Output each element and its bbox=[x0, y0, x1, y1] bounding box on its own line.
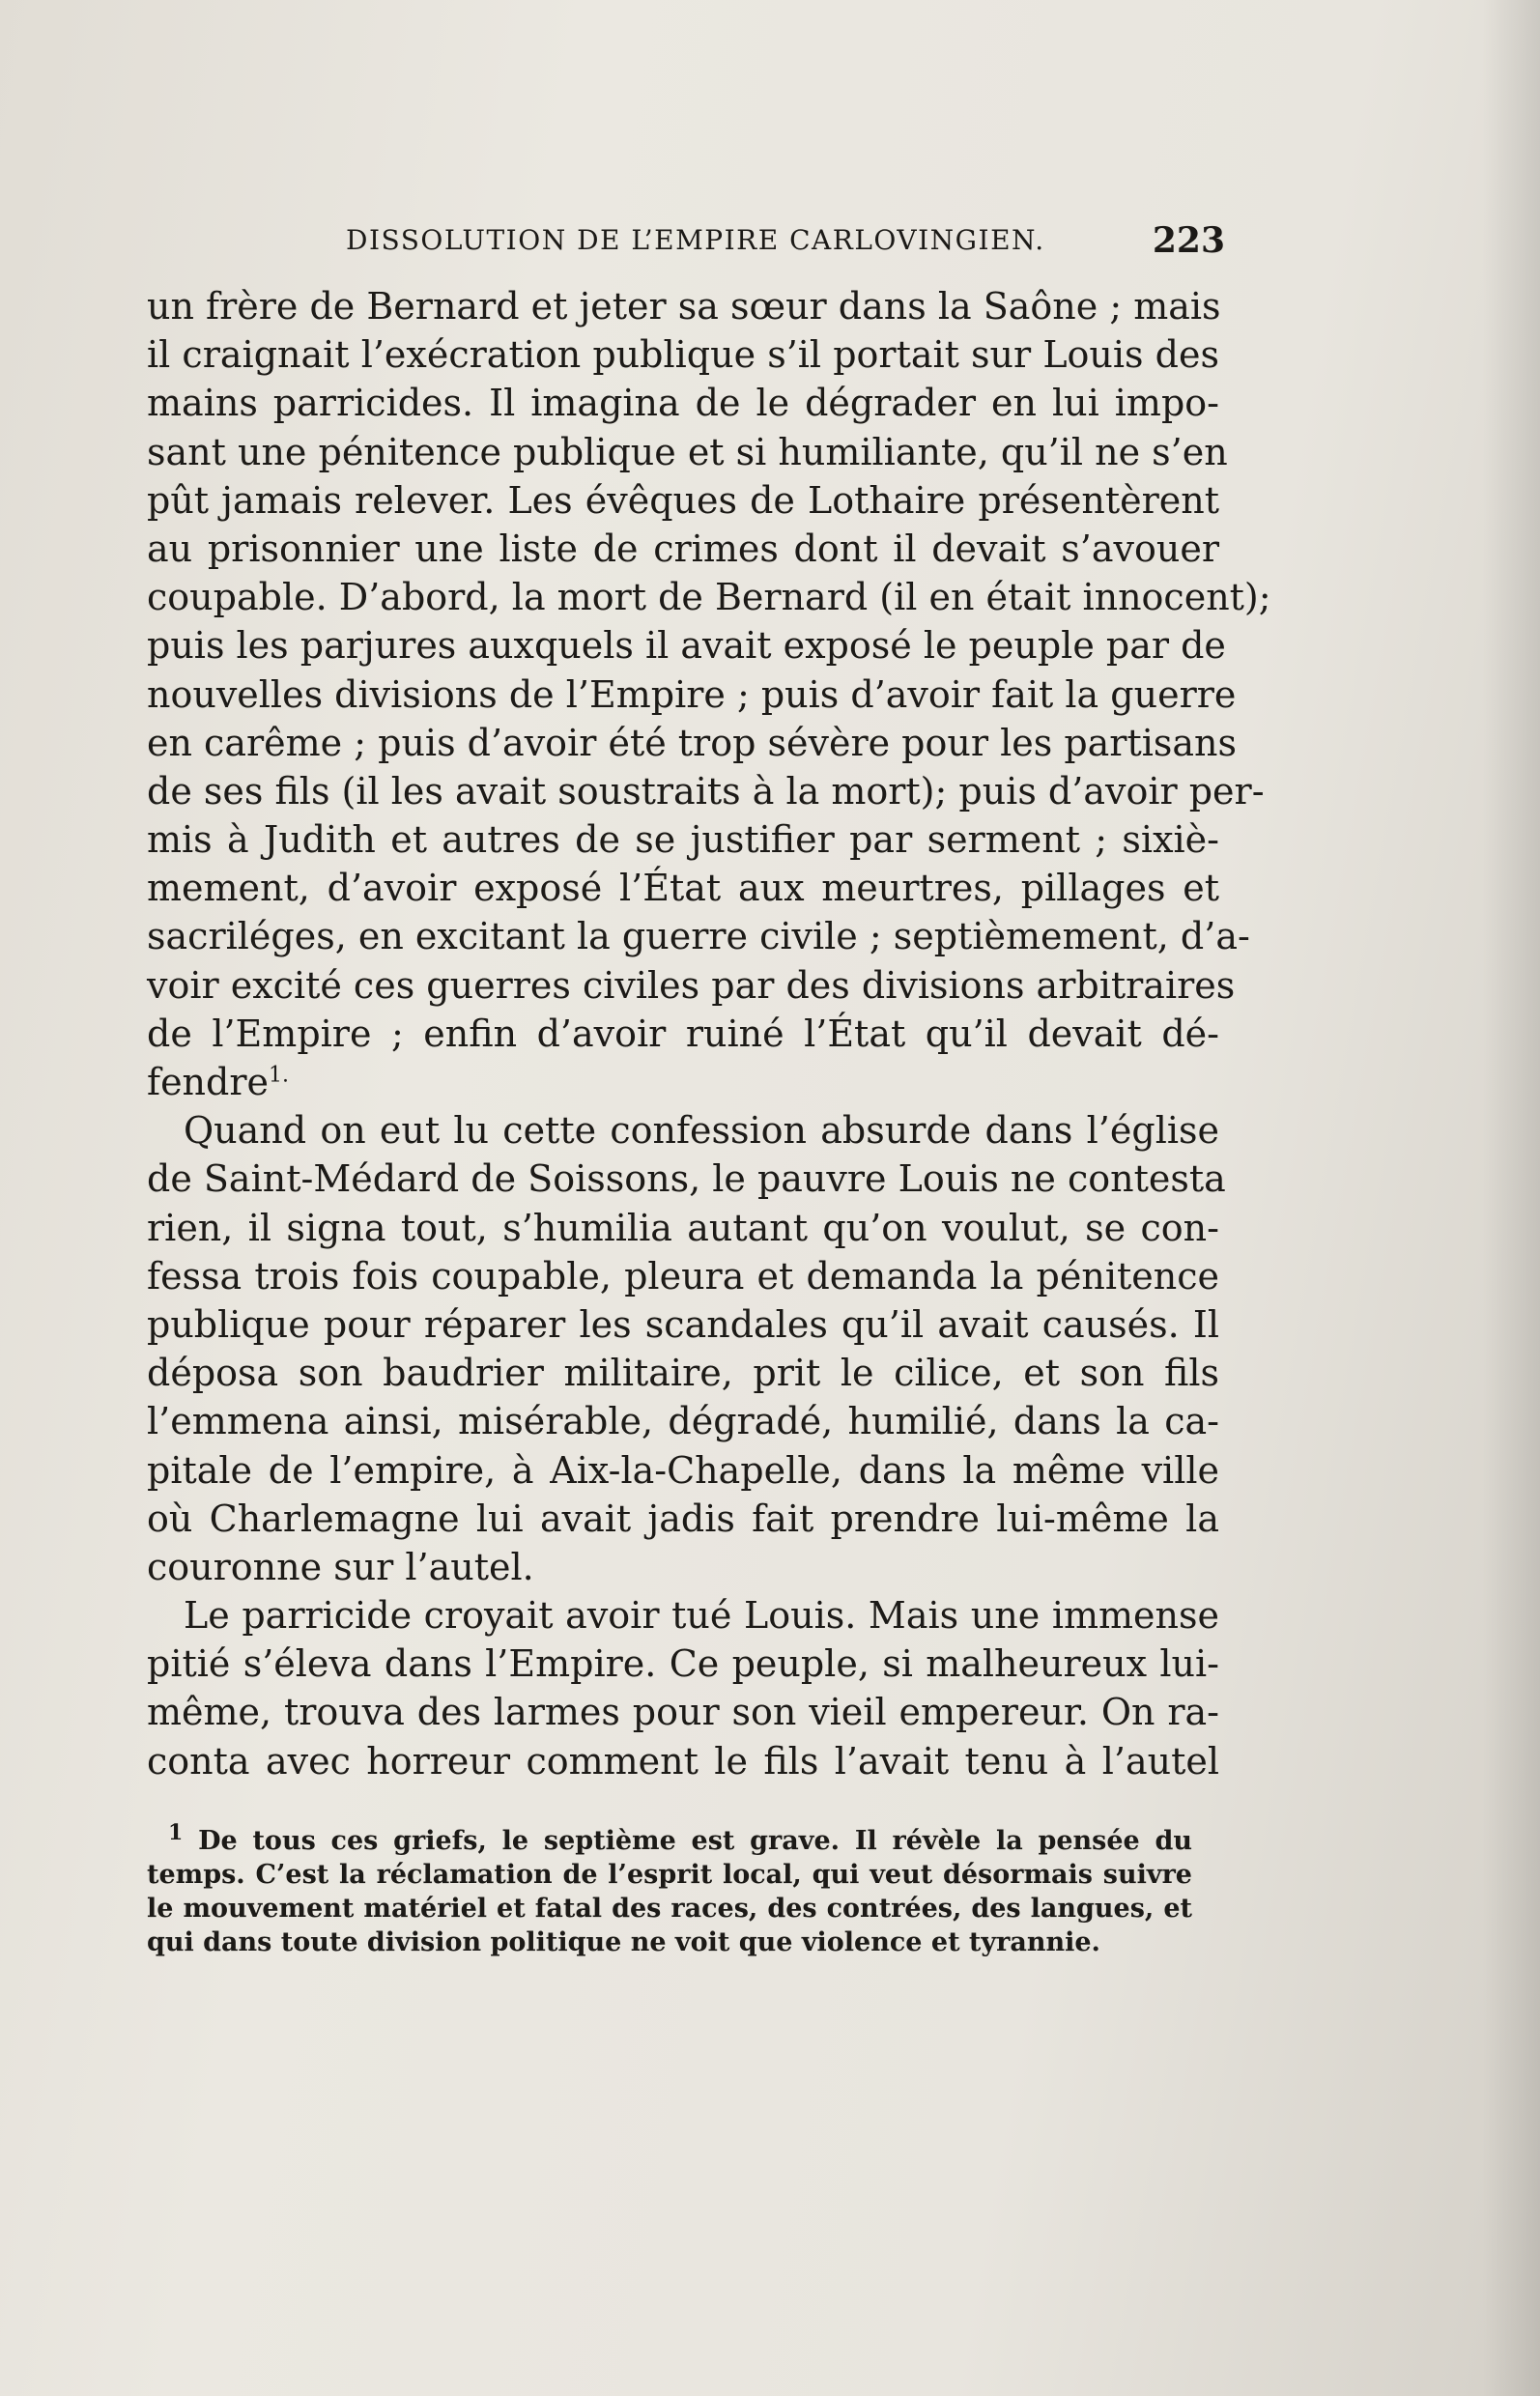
text-line: conta avec horreur comment le fils l’avait tenu à l’autel bbox=[147, 1739, 1219, 1783]
text-line bbox=[147, 1058, 1219, 1106]
footnote-text: De tous ces griefs, le septième est grave. Il révèle la pensée du bbox=[198, 1826, 1193, 1856]
page-header bbox=[346, 220, 1233, 259]
text-line: pût jamais relever. Les évêques de Lothaire présentèrent bbox=[147, 478, 1219, 522]
text-line: rien, il signa tout, s’humilia autant qu’on voulut, se con- bbox=[147, 1206, 1219, 1249]
text-line: Le parricide croyait avoir tué Louis. Mais une immense bbox=[184, 1594, 1219, 1638]
text-line: nouvelles divisions de l’Empire ; puis d’avoir fait la guerre bbox=[147, 672, 1237, 716]
text-line: publique pour réparer les scandales qu’il avait causés. Il bbox=[147, 1302, 1219, 1346]
footnote-line: le mouvement matériel et fatal des races, des contrées, des langues, et bbox=[147, 1894, 1192, 1924]
page-number: 223 bbox=[1152, 220, 1225, 261]
page-edge-shadow bbox=[1482, 0, 1540, 2396]
footnote-line: qui dans toute division politique ne voit que violence et tyrannie. bbox=[147, 1927, 1100, 1957]
footnote-line bbox=[147, 1820, 1193, 1858]
footnote-line: temps. C’est la réclamation de l’esprit local, qui veut désormais suivre bbox=[147, 1860, 1192, 1890]
footnote-reference: 1. bbox=[269, 1063, 290, 1088]
footnote-mark: 1 bbox=[168, 1820, 184, 1845]
text-line: coupable. D’abord, la mort de Bernard (il en était innocent); bbox=[147, 576, 1271, 619]
body-text bbox=[147, 282, 1271, 1785]
text-line: déposa son baudrier militaire, prit le cilice, et son fils bbox=[147, 1352, 1219, 1395]
running-title: DISSOLUTION DE L’EMPIRE CARLOVINGIEN. bbox=[346, 224, 1045, 256]
text-line: puis les parjures auxquels il avait exposé le peuple par de bbox=[147, 624, 1226, 668]
text-fragment: fendre bbox=[147, 1061, 270, 1103]
text-line: mains parricides. Il imagina de le dégrader en lui impo- bbox=[147, 382, 1219, 425]
text-line: de ses fils (il les avait soustraits à la mort); puis d’avoir per- bbox=[147, 769, 1265, 813]
text-line: l’emmena ainsi, misérable, dégradé, humilié, dans la ca- bbox=[147, 1400, 1219, 1443]
text-line: voir excité ces guerres civiles par des divisions arbitraires bbox=[147, 963, 1236, 1007]
text-line: de l’Empire ; enfin d’avoir ruiné l’État qu’il devait dé- bbox=[147, 1012, 1219, 1055]
text-line: fessa trois fois coupable, pleura et demanda la pénitence bbox=[147, 1254, 1219, 1298]
text-line: sacriléges, en excitant la guerre civile ; septièmement, d’a- bbox=[147, 915, 1250, 958]
text-line: Quand on eut lu cette confession absurde dans l’église bbox=[184, 1109, 1219, 1153]
text-line: où Charlemagne lui avait jadis fait prendre lui-même la bbox=[147, 1497, 1219, 1540]
text-line: mis à Judith et autres de se justifier par serment ; sixiè- bbox=[147, 818, 1219, 862]
paragraph-3 bbox=[147, 1591, 1219, 1785]
text-line: même, trouva des larmes pour son vieil empereur. On ra- bbox=[147, 1691, 1219, 1734]
text-line: en carême ; puis d’avoir été trop sévère pour les partisans bbox=[147, 721, 1238, 764]
text-line: pitale de l’empire, à Aix-la-Chapelle, dans la même ville bbox=[147, 1448, 1219, 1492]
text-line: couronne sur l’autel. bbox=[147, 1545, 534, 1588]
text-line: il craignait l’exécration publique s’il portait sur Louis des bbox=[147, 333, 1219, 377]
paragraph-1 bbox=[147, 282, 1271, 1106]
footnote bbox=[147, 1820, 1193, 1959]
text-line: un frère de Bernard et jeter sa sœur dans la Saône ; mais bbox=[147, 285, 1221, 328]
paragraph-2 bbox=[147, 1106, 1226, 1591]
text-line: sant une pénitence publique et si humiliante, qu’il ne s’en bbox=[147, 430, 1228, 473]
text-line: pitié s’éleva dans l’Empire. Ce peuple, si malheureux lui- bbox=[147, 1642, 1219, 1686]
text-line: de Saint-Médard de Soissons, le pauvre Louis ne contesta bbox=[147, 1157, 1226, 1201]
text-line: au prisonnier une liste de crimes dont il devait s’avouer bbox=[147, 527, 1219, 570]
text-line: mement, d’avoir exposé l’État aux meurtres, pillages et bbox=[147, 867, 1219, 910]
